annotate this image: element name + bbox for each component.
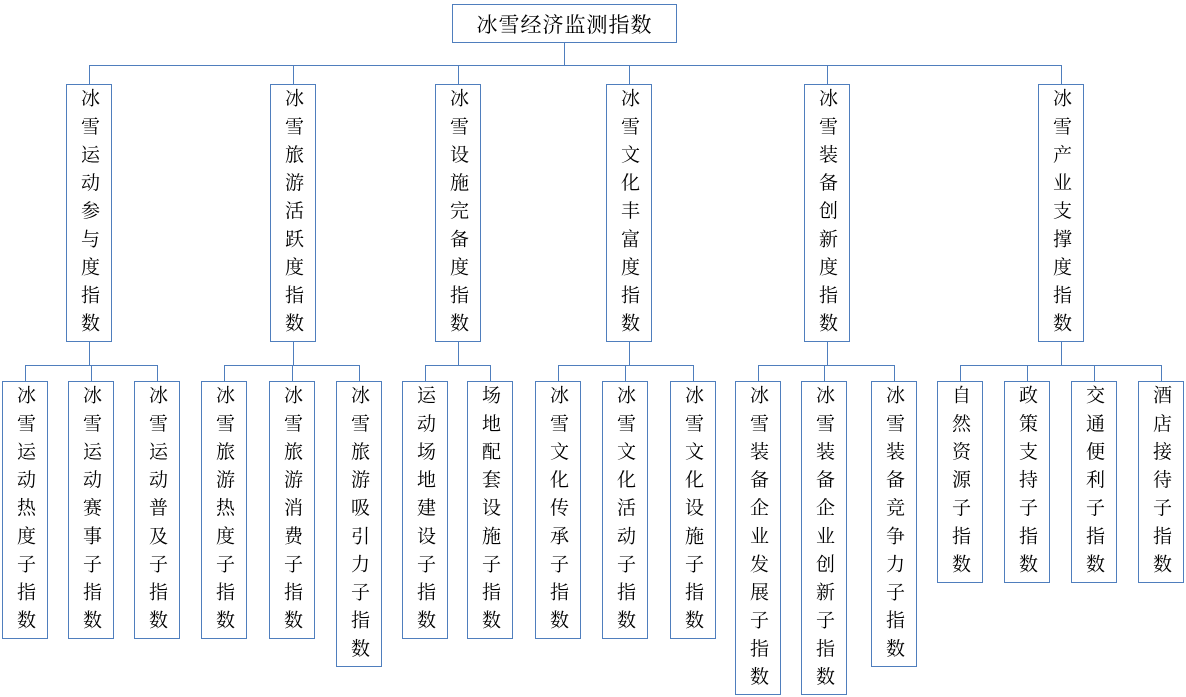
connector bbox=[1061, 342, 1062, 365]
leaf-node: 冰雪文化传承子指数 bbox=[535, 381, 581, 639]
leaf-node: 场地配套设施子指数 bbox=[467, 381, 513, 639]
connector bbox=[293, 342, 294, 365]
leaf-node: 冰雪装备企业发展子指数 bbox=[735, 381, 781, 695]
leaf-node: 冰雪运动普及子指数 bbox=[134, 381, 180, 639]
connector bbox=[89, 65, 90, 84]
connector bbox=[25, 365, 26, 381]
connector bbox=[292, 365, 293, 381]
branch-node: 冰雪运动参与度指数 bbox=[66, 84, 112, 342]
leaf-node: 冰雪旅游消费子指数 bbox=[269, 381, 315, 639]
leaf-node: 冰雪运动热度子指数 bbox=[2, 381, 48, 639]
leaf-node: 冰雪旅游热度子指数 bbox=[201, 381, 247, 639]
connector bbox=[425, 365, 490, 366]
connector bbox=[629, 65, 630, 84]
connector bbox=[458, 65, 459, 84]
root-node: 冰雪经济监测指数 bbox=[452, 4, 677, 43]
connector bbox=[558, 365, 559, 381]
leaf-node: 冰雪文化设施子指数 bbox=[670, 381, 716, 639]
connector bbox=[425, 365, 426, 381]
connector bbox=[293, 65, 294, 84]
connector bbox=[224, 365, 225, 381]
connector bbox=[827, 342, 828, 365]
connector bbox=[824, 365, 825, 381]
connector bbox=[157, 365, 158, 381]
connector bbox=[960, 365, 961, 381]
connector bbox=[960, 365, 1161, 366]
branch-node: 冰雪产业支撑度指数 bbox=[1038, 84, 1084, 342]
leaf-node: 冰雪文化活动子指数 bbox=[602, 381, 648, 639]
branch-node: 冰雪设施完备度指数 bbox=[435, 84, 481, 342]
connector bbox=[91, 365, 92, 381]
leaf-node: 冰雪装备竞争力子指数 bbox=[871, 381, 917, 667]
leaf-node: 冰雪装备企业创新子指数 bbox=[801, 381, 847, 695]
connector bbox=[629, 342, 630, 365]
connector bbox=[1061, 65, 1062, 84]
leaf-node: 冰雪运动赛事子指数 bbox=[68, 381, 114, 639]
leaf-node: 冰雪旅游吸引力子指数 bbox=[336, 381, 382, 667]
branch-node: 冰雪旅游活跃度指数 bbox=[270, 84, 316, 342]
connector bbox=[1161, 365, 1162, 381]
connector bbox=[89, 342, 90, 365]
leaf-node: 交通便利子指数 bbox=[1071, 381, 1117, 583]
branch-node: 冰雪装备创新度指数 bbox=[804, 84, 850, 342]
connector bbox=[490, 365, 491, 381]
connector bbox=[1027, 365, 1028, 381]
connector bbox=[1094, 365, 1095, 381]
connector bbox=[458, 342, 459, 365]
connector bbox=[625, 365, 626, 381]
leaf-node: 酒店接待子指数 bbox=[1138, 381, 1184, 583]
branch-node: 冰雪文化丰富度指数 bbox=[606, 84, 652, 342]
leaf-node: 运动场地建设子指数 bbox=[402, 381, 448, 639]
connector bbox=[758, 365, 894, 366]
leaf-node: 政策支持子指数 bbox=[1004, 381, 1050, 583]
connector bbox=[894, 365, 895, 381]
connector bbox=[359, 365, 360, 381]
connector bbox=[827, 65, 828, 84]
connector bbox=[564, 43, 565, 65]
connector bbox=[89, 65, 1061, 66]
connector bbox=[758, 365, 759, 381]
leaf-node: 自然资源子指数 bbox=[937, 381, 983, 583]
connector bbox=[693, 365, 694, 381]
